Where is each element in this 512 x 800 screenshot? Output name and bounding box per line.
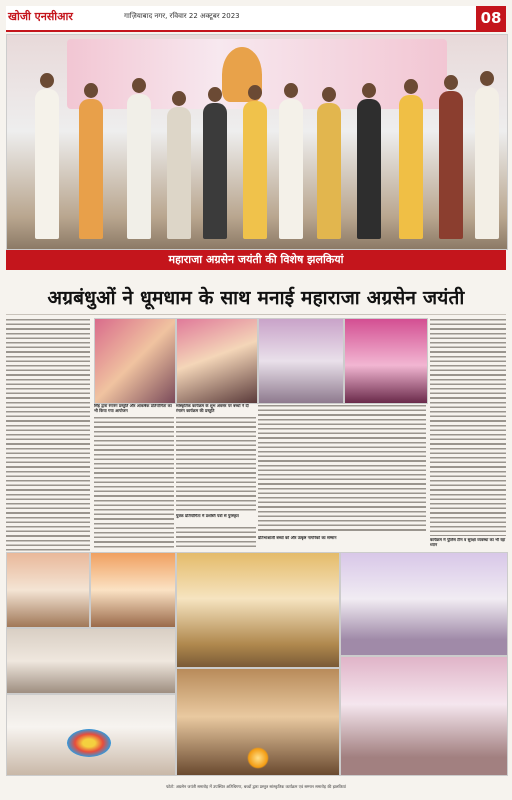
article-column-2 <box>94 416 174 548</box>
photo-worship <box>176 552 340 668</box>
person <box>203 103 227 239</box>
article-column-4 <box>258 404 426 534</box>
person <box>399 95 423 239</box>
article-column-3 <box>176 416 256 512</box>
photo-felicitation-1 <box>340 552 508 656</box>
photo-audience <box>6 628 176 694</box>
person <box>475 87 499 239</box>
photo-rangoli <box>6 694 176 776</box>
photo-procession <box>90 552 176 628</box>
main-headline: अग्रबंधुओं ने धूमधाम के साथ मनाई महाराजा अग्रसेन जयंती <box>47 287 465 309</box>
person <box>439 91 463 239</box>
photo-women-group <box>94 318 176 404</box>
footer-caption: फोटो: अग्रसेन जयंती समारोह में उपस्थित अतिथिगण, बच्चों द्वारा प्रस्तुत सांस्कृतिक कार्यक्रम एवं सम्मान समारोह की झलकियां <box>166 784 346 789</box>
person <box>79 99 103 239</box>
person <box>127 94 151 239</box>
highlights-banner: महाराजा अग्रसेन जयंती की विशेष झलकियां <box>6 250 506 270</box>
page-header <box>6 6 506 32</box>
photo-stage-speaker <box>258 318 344 404</box>
person <box>317 103 341 239</box>
person <box>243 101 267 239</box>
photo-ceremony <box>176 318 258 404</box>
masthead-brand: खोजी एनसीआर <box>8 10 73 23</box>
article-column-3b <box>176 526 256 548</box>
person <box>35 89 59 239</box>
divider <box>6 314 506 315</box>
subhead-col5: कार्यक्रम में पुलिस टीम व सुरक्षा व्यवस्था का भी रहा ध्यान <box>430 538 506 547</box>
subhead-col3: सांस्कृतिक कार्यक्रम के शुभ अवसर पर बच्चों ने दी रंगारंग कार्यक्रम की प्रस्तुति <box>176 404 249 413</box>
subhead-col2: सिंह द्वारा रंगारंग प्रस्तुति और आकर्षक प्रतियोगिता का भी किया गया आयोजन <box>94 404 172 413</box>
group-photo <box>6 34 508 250</box>
dateline: गाज़ियाबाद नगर, रविवार 22 अक्टूबर 2023 <box>124 12 240 20</box>
page-number: 08 <box>476 6 506 30</box>
photo-felicitation-2 <box>340 656 508 776</box>
person <box>167 107 191 239</box>
person <box>357 99 381 239</box>
fire-icon <box>247 747 269 769</box>
person <box>279 99 303 239</box>
article-column-1 <box>6 318 90 570</box>
subhead-col3b: युवक प्रतियोगिता में प्रशस्ति पत्रों से पुरस्कृत <box>176 514 239 518</box>
photo-dance-performance <box>344 318 428 404</box>
photo-flags <box>6 552 90 628</box>
article-column-5 <box>430 318 506 536</box>
rangoli-art <box>67 729 111 757</box>
subhead-col4: प्रतिभाशाली बच्चों को और उत्कृष्ट नागरिकों का सम्मान <box>258 536 337 540</box>
photo-havan <box>176 668 340 776</box>
